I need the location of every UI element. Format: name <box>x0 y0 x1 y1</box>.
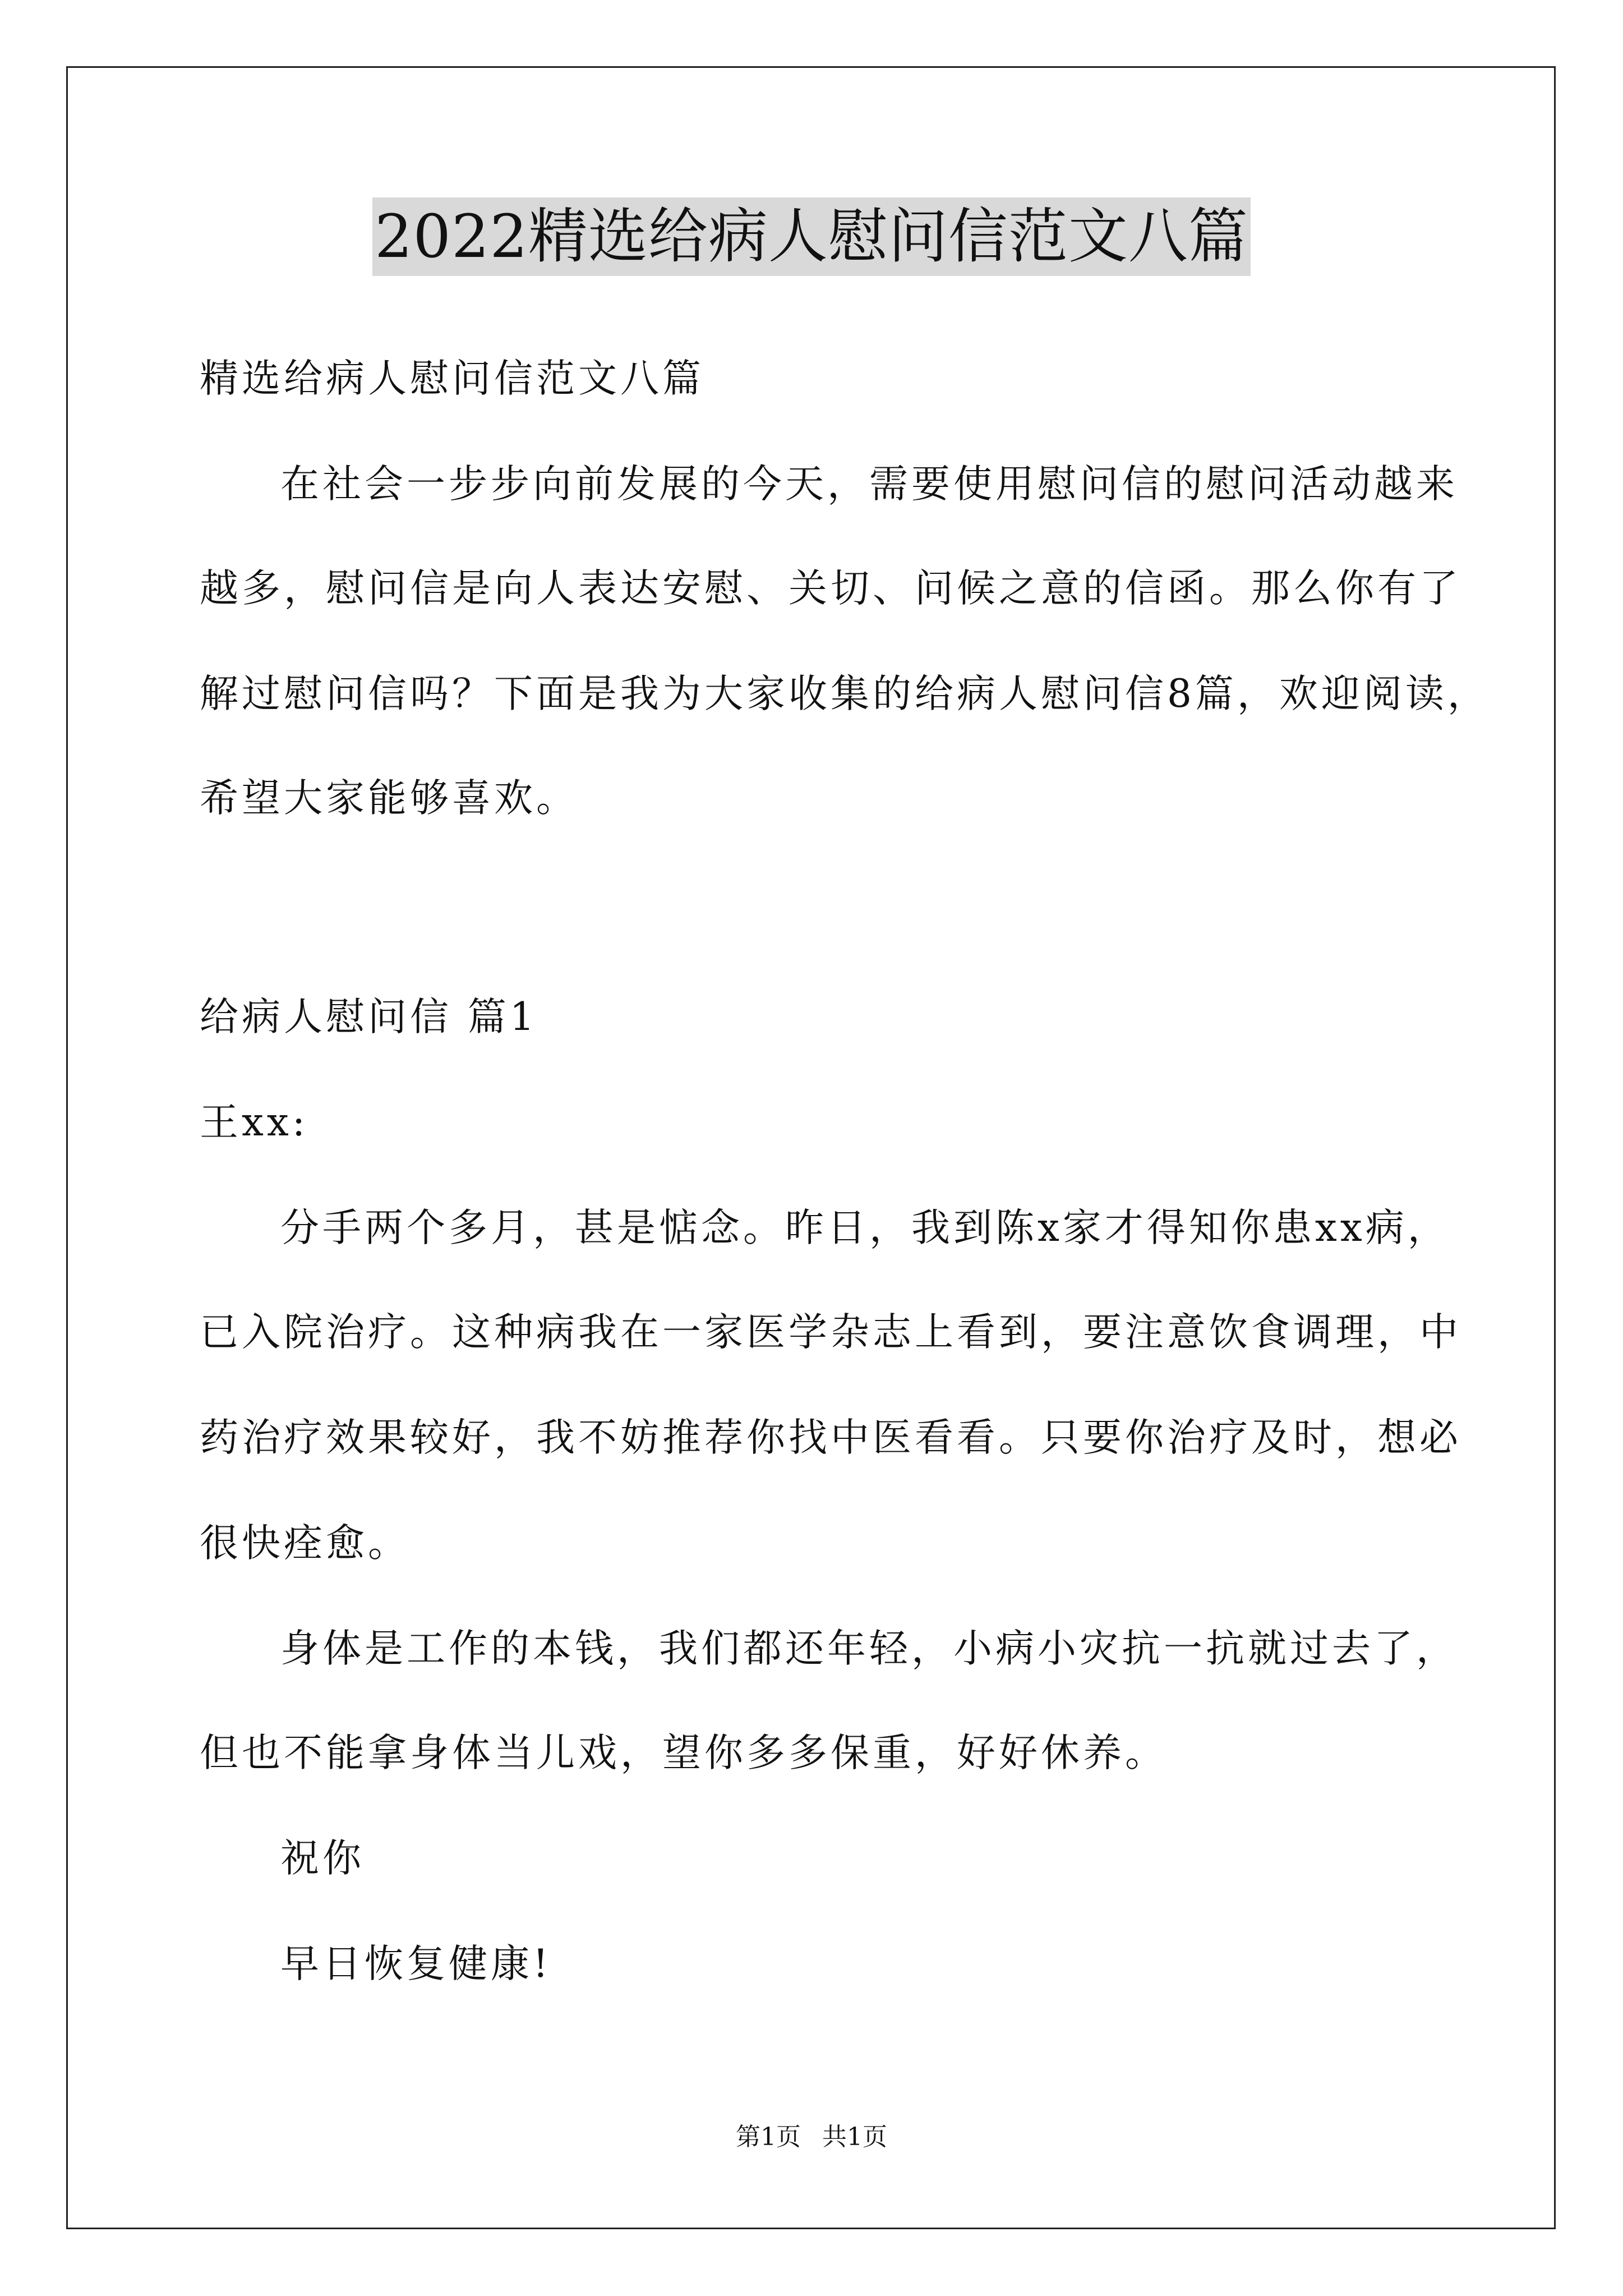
page-number: 第1页 <box>736 2123 801 2151</box>
body-line-2: 已入院治疗。这种病我在一家医学杂志上看到，要注意饮食调理，中 <box>200 1310 1461 1355</box>
intro-line-1: 在社会一步步向前发展的今天，需要使用慰问信的慰问活动越来 <box>280 462 1458 507</box>
body-line-6: 但也不能拿身体当儿戏，望你多多保重，好好休养。 <box>200 1731 1167 1775</box>
intro-line-2: 越多，慰问信是向人表达安慰、关切、问候之意的信函。那么你有了 <box>200 566 1461 611</box>
body-line-5: 身体是工作的本钱，我们都还年轻，小病小灾抗一抗就过去了， <box>280 1626 1458 1671</box>
closing-line-2: 早日恢复健康! <box>280 1941 552 1986</box>
body-line-1: 分手两个多月，甚是惦念。昨日，我到陈x家才得知你患xx病， <box>280 1205 1450 1250</box>
section-heading: 给病人慰问信 篇1 <box>200 995 538 1039</box>
intro-line-3: 解过慰问信吗？下面是我为大家收集的给病人慰问信8篇，欢迎阅读， <box>200 671 1490 716</box>
body-line-3: 药治疗效果较好，我不妨推荐你找中医看看。只要你治疗及时，想必 <box>200 1415 1461 1460</box>
document-title: 2022精选给病人慰问信范文八篇 <box>372 197 1251 276</box>
closing-line-1: 祝你 <box>280 1836 365 1881</box>
salutation: 王xx: <box>200 1100 309 1145</box>
body-line-4: 很快痊愈。 <box>200 1521 410 1566</box>
page-total: 共1页 <box>822 2123 887 2151</box>
page-footer <box>0 2120 1623 2154</box>
intro-line-4: 希望大家能够喜欢。 <box>200 776 578 821</box>
subtitle-line: 精选给病人慰问信范文八篇 <box>200 356 704 401</box>
title-container <box>0 197 1623 276</box>
